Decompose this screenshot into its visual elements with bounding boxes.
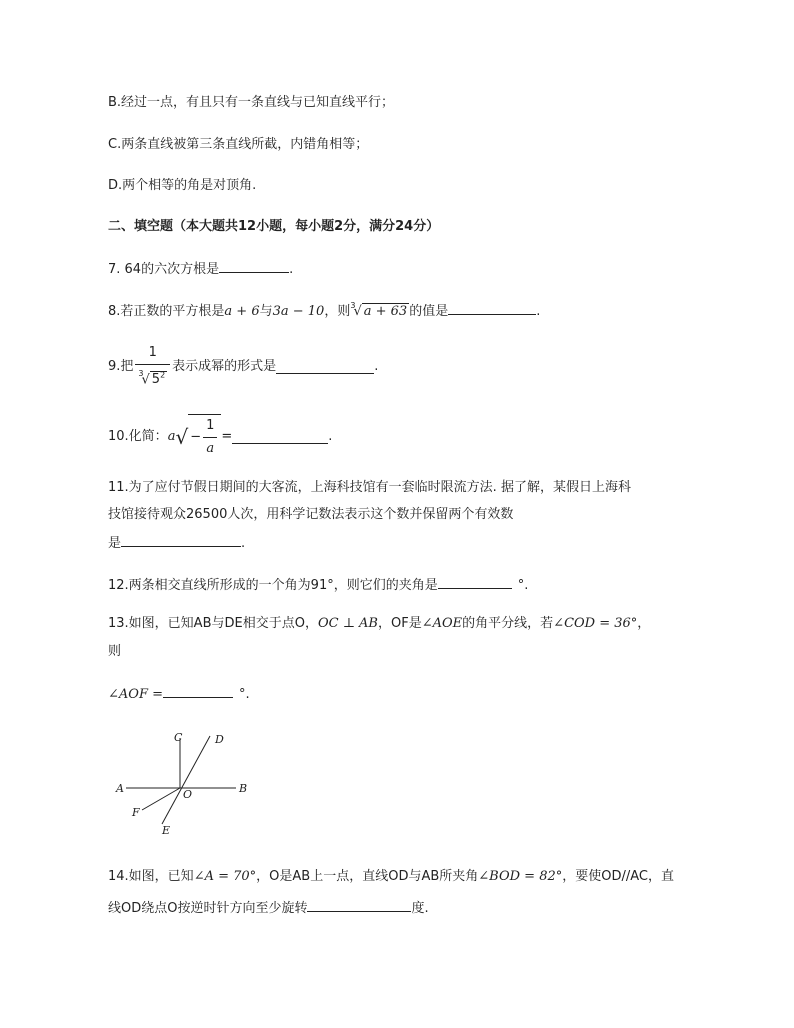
label-d: D xyxy=(215,733,224,746)
question-8 xyxy=(108,301,540,322)
q9-denominator: $^3$√ $5^2$ xyxy=(135,364,170,392)
q10-end: . xyxy=(328,429,333,444)
label-e: E xyxy=(162,824,171,837)
q13-blank[interactable] xyxy=(163,684,233,698)
q9-blank[interactable] xyxy=(276,360,374,374)
q12-text: 12.两条相交直线所形成的一个角为91°，则它们的夹角是 xyxy=(108,578,438,593)
label-f: F xyxy=(132,806,140,819)
q8-end: . xyxy=(536,304,541,319)
q8-cube-root: $^3$√ a + 63 xyxy=(350,301,408,319)
q12-blank[interactable] xyxy=(438,575,512,589)
q14-m2: ∠BOD = 82° xyxy=(478,869,563,884)
question-13-line-1 xyxy=(108,615,650,633)
q13-p4: ， xyxy=(637,616,651,631)
q7-text: 7. 64的六次方根是 xyxy=(108,262,220,277)
geometry-figure xyxy=(112,728,262,838)
question-9 xyxy=(108,342,378,392)
q8-prefix: 8.若正数的平方根是 xyxy=(108,304,225,319)
q11-line3: 是 xyxy=(108,536,122,551)
line-of xyxy=(142,788,180,810)
q8-mid2: ，则 xyxy=(324,304,351,319)
q11-blank[interactable] xyxy=(121,533,241,547)
q10-radicand xyxy=(188,414,221,460)
q14-m1: ∠A = 70° xyxy=(193,869,257,884)
q9-prefix: 9.把 xyxy=(108,359,134,375)
q9-den-exp: 2 xyxy=(160,371,166,380)
label-c: C xyxy=(174,731,183,744)
q13-p1: 13.如图，已知AB与DE相交于点O， xyxy=(108,616,318,631)
q7-end: . xyxy=(289,262,294,277)
q9-numerator: 1 xyxy=(148,345,157,360)
q14-blank[interactable] xyxy=(307,898,411,912)
q13-p2: ，OF是 xyxy=(378,616,422,631)
q9-fraction xyxy=(135,342,170,392)
q10-numerator: 1 xyxy=(206,418,215,433)
question-11-line-1: 11.为了应付节假日期间的大客流，上海科技馆有一套临时限流方法. 据了解，某假日上海科 xyxy=(108,480,631,495)
q10-prefix: 10.化简： xyxy=(108,429,168,444)
section-title: 二、填空题（本大题共12小题，每小题2分，满分24分） xyxy=(108,219,440,234)
q13-end: °. xyxy=(238,687,250,702)
option-d: D.两个相等的角是对顶角. xyxy=(108,178,257,193)
question-13-line-3 xyxy=(108,684,250,704)
q14-end: 度. xyxy=(411,901,429,916)
q8-suffix: 的值是 xyxy=(409,304,449,319)
question-7 xyxy=(108,259,293,279)
q12-end: °. xyxy=(517,578,529,593)
q8-root-index: 3 xyxy=(350,301,356,310)
q8-expr2: 3a − 10 xyxy=(272,304,325,319)
line-de xyxy=(162,736,210,824)
question-11-line-2: 技馆接待观众26500人次，用科学记数法表示这个数并保留两个有效数 xyxy=(108,507,514,522)
sqrt-icon: √ xyxy=(175,425,189,449)
question-14-line-2 xyxy=(108,898,429,918)
q8-blank[interactable] xyxy=(448,301,536,315)
q9-end: . xyxy=(374,359,379,375)
q9-den-index: 3 xyxy=(138,369,144,379)
q13-angle-aof: ∠AOF = xyxy=(108,687,163,702)
q13-p3: 的角平分线，若 xyxy=(462,616,554,631)
q14-line2: 线OD绕点O按逆时针方向至少旋转 xyxy=(108,901,308,916)
q14-p3: ，要使OD//AC，直 xyxy=(562,869,674,884)
q10-fraction xyxy=(203,415,217,460)
question-10 xyxy=(108,414,332,460)
q14-p2: ，O是AB上一点，直线OD与AB所夹角 xyxy=(256,869,479,884)
q7-blank[interactable] xyxy=(219,259,289,273)
q8-root-body: a + 63 xyxy=(363,304,408,319)
label-o: O xyxy=(183,788,193,801)
q13-m3: ∠COD = 36° xyxy=(553,616,638,631)
question-13-line-2: 则 xyxy=(108,644,122,659)
q10-minus: − xyxy=(190,429,202,445)
label-b: B xyxy=(239,782,248,795)
option-b: B.经过一点，有且只有一条直线与已知直线平行； xyxy=(108,95,395,110)
q13-m2: ∠AOE xyxy=(421,616,463,631)
q14-p1: 14.如图，已知 xyxy=(108,869,194,884)
q8-mid: 与 xyxy=(259,304,273,319)
question-11-line-3 xyxy=(108,533,245,553)
q10-denominator: a xyxy=(203,437,217,460)
q8-expr1: a + 6 xyxy=(224,304,260,319)
q9-den-body: 5 xyxy=(151,372,161,388)
question-12 xyxy=(108,575,528,595)
q10-eq: = xyxy=(221,429,233,444)
q9-suffix: 表示成幂的形式是 xyxy=(172,359,277,375)
label-a: A xyxy=(116,782,124,795)
question-14-line-1 xyxy=(108,868,674,886)
q11-end: . xyxy=(241,536,246,551)
option-c: C.两条直线被第三条直线所截，内错角相等； xyxy=(108,137,369,152)
q13-m1: OC ⊥ AB xyxy=(317,616,378,631)
q10-a: a xyxy=(167,429,176,444)
q10-blank[interactable] xyxy=(232,430,328,444)
